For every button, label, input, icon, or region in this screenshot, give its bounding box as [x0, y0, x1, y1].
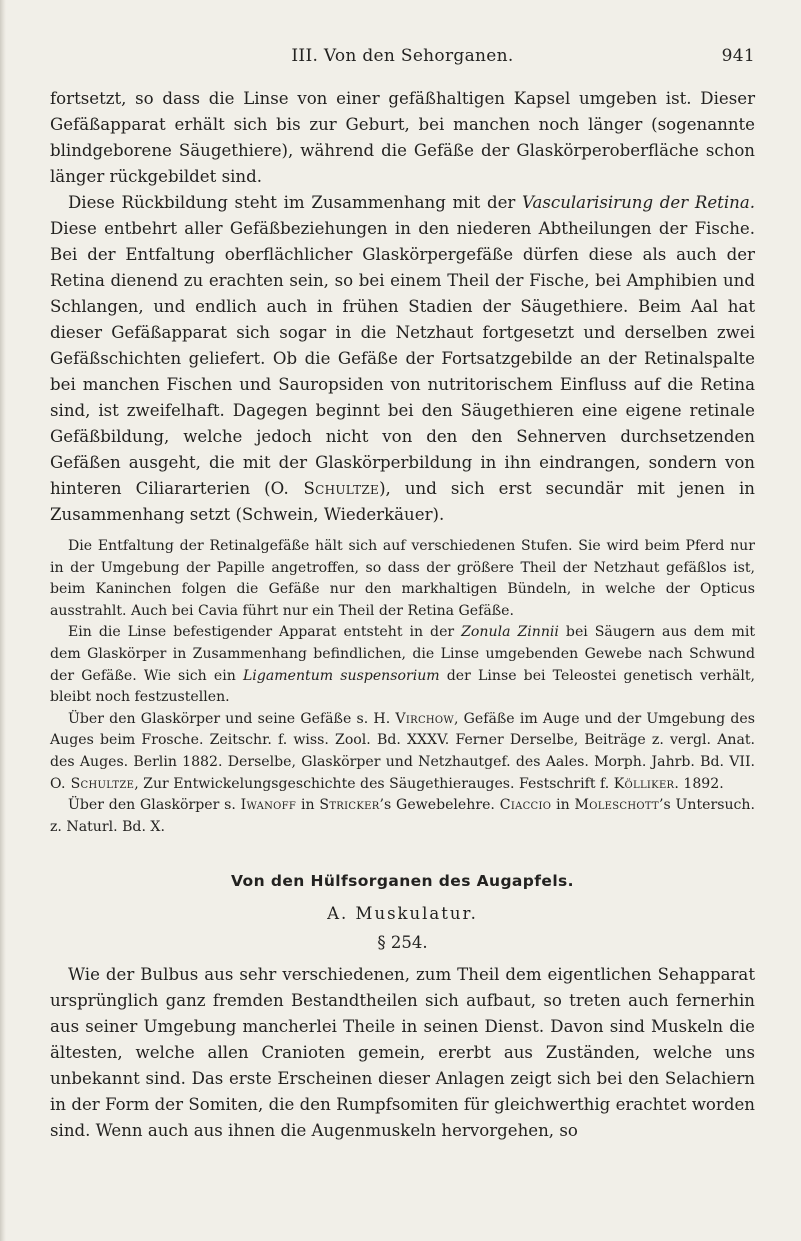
text-run: Diese Rückbildung steht im Zusammenhang mit der: [68, 193, 523, 212]
author-name: Iwanoff: [240, 797, 297, 814]
text-run: ’s Gewebelehre.: [379, 797, 500, 814]
paragraph-2: [50, 190, 755, 528]
text-run: . 1892.: [674, 775, 724, 792]
section-heading: Von den Hülfsorganen des Augapfels.: [231, 872, 574, 891]
text-run: bei Säugern aus dem mit dem Glaskörper in Zusammenhang befindlichen, die Linse umgebenden Gewebe nach Schwund der Gefäße. Wie sich ein: [50, 624, 755, 684]
author-name: Moleschott: [574, 797, 659, 814]
book-page: [50, 46, 755, 1144]
section-text-block: [50, 962, 755, 1144]
paragraph-3: Wie der Bulbus aus sehr verschiedenen, zum Theil dem eigentlichen Sehapparat ursprünglich ganz fremden Bestandtheilen sich aufbaut, so treten auch fernerhin aus seiner Umgebung mancherlei Theile in seinen Dienst. Davon sind Muskeln die ältesten, welche allen Cranioten gemein, ererbt aus Zuständen, welche uns unbekannt sind. Das erste Erscheinen dieser Anlagen zeigt sich bei den Selachiern in der Form der Somiten, die den Rumpfsomiten für gleichwerthig erachtet worden sind. Wenn auch aus ihnen die Augenmuskeln hervorgehen, so: [50, 965, 755, 1141]
note-4: [50, 795, 755, 838]
emphasis: Zonula Zinnii: [461, 624, 559, 641]
text-run: Ein die Linse befestigender Apparat entsteht in der: [68, 624, 462, 641]
text-run: , Gefäße im Auge und der Umgebung des Auges beim Frosche. Zeitschr. f. wiss. Zool. Bd. XXXV. Ferner Derselbe, Beiträge z. vergl. Anat. des Auges. Berlin 1882. Derselbe, Glaskörper und Netzhautgef. des Aales. Morph. Jahrb. Bd. VII.: [50, 710, 755, 770]
text-run: , Zur Entwickelungsgeschichte des Säugethierauges. Festschrift f.: [134, 775, 614, 792]
notes-block: [50, 536, 755, 838]
text-run: ’s Untersuch. z. Naturl. Bd. X.: [50, 797, 755, 835]
author-name: O. Schultze: [50, 775, 135, 792]
emphasis: Ligamentum suspensorium: [242, 667, 440, 684]
author-name: O. Schultze: [270, 479, 380, 498]
text-run: Über den Glaskörper und seine Gefäße s. H.: [68, 710, 396, 727]
text-run: in: [296, 797, 320, 814]
page-edge-shadow: [0, 0, 6, 1241]
text-run: Diese entbehrt aller Gefäßbeziehungen in den niederen Abtheilungen der Fische. Bei der Entfaltung oberflächlicher Glaskörpergefäße dürfen diese als auch der Retina dienend zu erachten sein, so bei einem Theil der Fische, bei Amphibien und Schlangen, und endlich auch in frühen Stadien der Säugethiere. Beim Aal hat dieser Gefäßapparat sich sogar in die Netzhaut fortgesetzt und derselben zwei Gefäßschichten geliefert. Ob die Gefäße der Fortsatzgebilde an der Retinalspalte bei manchen Fischen und Sauropsiden von nutritorischem Einfluss auf die Retina sind, ist zweifelhaft. Dagegen beginnt bei den Säugethieren eine eigene retinale Gefäßbildung, welche jedoch nicht von den den Sehnerven durchsetzenden Gefäßen ausgeht, die mit der Glaskörperbildung in ihn eindrangen, sondern von hinteren Ciliararterien (: [50, 219, 755, 498]
author-name: Stricker: [319, 797, 380, 814]
paragraph-number: § 254.: [377, 933, 428, 953]
text-run: der Linse bei Teleostei genetisch verhält, bleibt noch festzustellen.: [50, 667, 755, 706]
paragraph-1: fortsetzt, so dass die Linse von einer gefäßhaltigen Kapsel umgeben ist. Dieser Gefäßapparat erhält sich bis zur Geburt, bei manchen noch länger (sogenannte blindgeborene Säugethiere), während die Gefäße der Glaskörperoberfläche schon länger rückgebildet sind.: [50, 89, 755, 186]
note-3: [50, 709, 755, 795]
emphasis: Vascularisirung der Retina.: [522, 193, 755, 212]
running-head: [50, 46, 755, 70]
text-run: in: [551, 797, 575, 814]
page-number: 941: [721, 46, 755, 66]
text-run: ), und sich erst secundär mit jenen in Zusammenhang setzt (Schwein, Wiederkäuer).: [50, 479, 755, 524]
main-text-block: [50, 86, 755, 528]
author-name: Kölliker: [613, 775, 675, 792]
text-run: Über den Glaskörper s.: [68, 797, 241, 814]
author-name: Virchow: [395, 710, 454, 727]
author-name: Ciaccio: [499, 797, 552, 814]
subsection-heading: A. Muskulatur.: [327, 904, 478, 924]
chapter-title: III. Von den Sehorganen.: [291, 46, 514, 66]
note-1: Die Entfaltung der Retinalgefäße hält sich auf verschiedenen Stufen. Sie wird beim Pferd nur in der Umgebung der Papille angetroffen, so dass der größere Theil der Netzhaut gefäßlos ist, beim Kaninchen folgen die Gefäße nur den markhaltigen Bündeln, in welche der Opticus ausstrahlt. Auch bei Cavia führt nur ein Theil der Retina Gefäße.: [50, 538, 755, 619]
note-2: [50, 622, 755, 708]
